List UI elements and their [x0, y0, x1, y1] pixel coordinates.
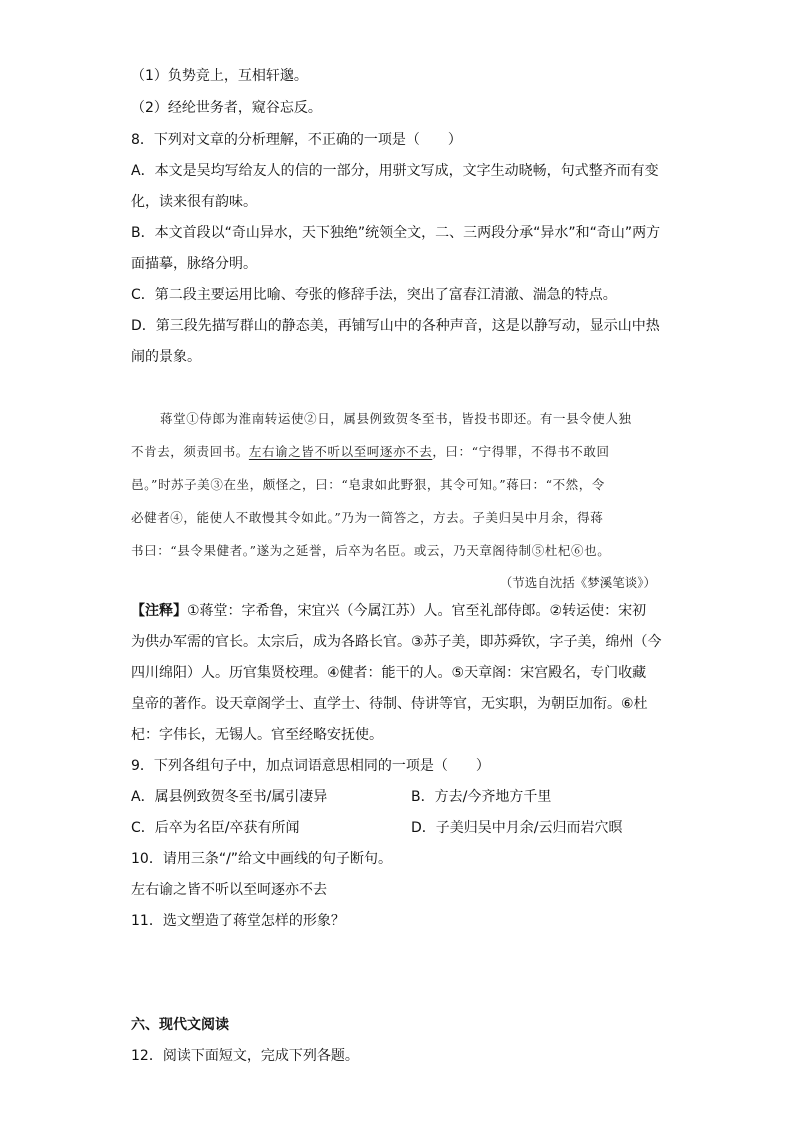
notes-label: 【注释】 — [131, 603, 187, 619]
passage-text: 不肯去，须责回书。 — [131, 444, 249, 459]
question-11: 11．选文塑造了蒋堂怎样的形象？ — [131, 913, 345, 929]
question-10: 10．请用三条“/”给文中画线的句子断句。 — [131, 851, 393, 867]
underlined-sentence: 左右谕之皆不听以至呵逐亦不去 — [248, 444, 433, 459]
q9-option-c: C．后卒为名臣/卒获有所闻 — [131, 820, 300, 836]
q9-option-d: D．子美归吴中月余/云归而岩穴暝 — [411, 820, 623, 836]
question-9: 9．下列各组句子中，加点词语意思相同的一项是（ ） — [131, 758, 490, 774]
q8-option-c: C．第二段主要运用比喻、夸张的修辞手法，突出了富春江清澈、湍急的特点。 — [131, 287, 617, 303]
q9-option-a: A．属县例致贺冬至书/属引凄异 — [131, 789, 328, 805]
passage-line-1: 蒋堂①侍郎为淮南转运使②日，属县例致贺冬至书，皆投书即还。有一县令使人独 — [160, 411, 632, 426]
passage-line-3: 邑。”时苏子美③在坐，颇怪之，曰：“皂隶如此野狠，其令可知。”蒋曰：“不然，令 — [131, 477, 605, 492]
passage-source: （节选自沈括《梦溪笔谈》） — [499, 575, 656, 590]
note-line-1 — [131, 601, 646, 621]
q8-option-b-1: B．本文首段以“奇山异水，天下独绝”统领全文，二、三两段分承“异水”和“奇山”两方 — [131, 225, 661, 241]
passage-line-5: 书曰：“县令果健者。”遂为之延誉，后卒为名臣。或云，乃天章阁待制⑤杜杞⑥也。 — [131, 543, 611, 558]
note-text: ①蒋堂：字希鲁，宋宜兴（今属江苏）人。官至礼部侍郎。②转运使：宋初 — [187, 603, 647, 619]
q9-option-b: B．方去/今齐地方千里 — [411, 789, 552, 805]
passage-line-4: 必健者④，能使人不敢慢其令如此。”乃为一简答之，方去。子美归吴中月余，得蒋 — [131, 510, 604, 525]
line-1: （1）负势竞上，互相轩邈。 — [131, 68, 308, 84]
note-line-2: 为供办军需的官长。太宗后，成为各路长官。③苏子美，即苏舜钦，字子美，绵州（今 — [131, 634, 662, 650]
question-10-sentence: 左右谕之皆不听以至呵逐亦不去 — [131, 882, 327, 898]
q8-option-a-2: 化，读来很有韵味。 — [131, 194, 257, 210]
section-title: 六、现代文阅读 — [131, 1017, 229, 1033]
note-line-3: 四川绵阳）人。历官集贤校理。④健者：能干的人。⑤天章阁：宋宫殿名，专门收藏 — [131, 665, 647, 681]
question-12: 12．阅读下面短文，完成下列各题。 — [131, 1048, 359, 1064]
q8-option-a-1: A．本文是吴均写给友人的信的一部分，用骈文写成，文字生动晓畅，句式整齐而有变 — [131, 163, 659, 179]
q8-option-d-1: D．第三段先描写群山的静态美，再铺写山中的各种声音，这是以静写动，显示山中热 — [131, 318, 660, 334]
q8-option-b-2: 面描摹，脉络分明。 — [131, 256, 257, 272]
question-8: 8．下列对文章的分析理解，不正确的一项是（ ） — [131, 132, 462, 148]
note-line-5: 杞：字伟长，无锡人。官至经略安抚使。 — [131, 727, 383, 743]
passage-line-2 — [131, 443, 631, 461]
note-line-4: 皇帝的著作。设天章阁学士、直学士、待制、侍讲等官，无实职，为朝臣加衔。⑥杜 — [131, 696, 648, 712]
passage-text: ，曰：“宁得罪，不得书不敢回 — [432, 444, 610, 459]
q8-option-d-2: 闹的景象。 — [131, 349, 201, 365]
line-2: （2）经纶世务者，窥谷忘反。 — [131, 100, 322, 116]
